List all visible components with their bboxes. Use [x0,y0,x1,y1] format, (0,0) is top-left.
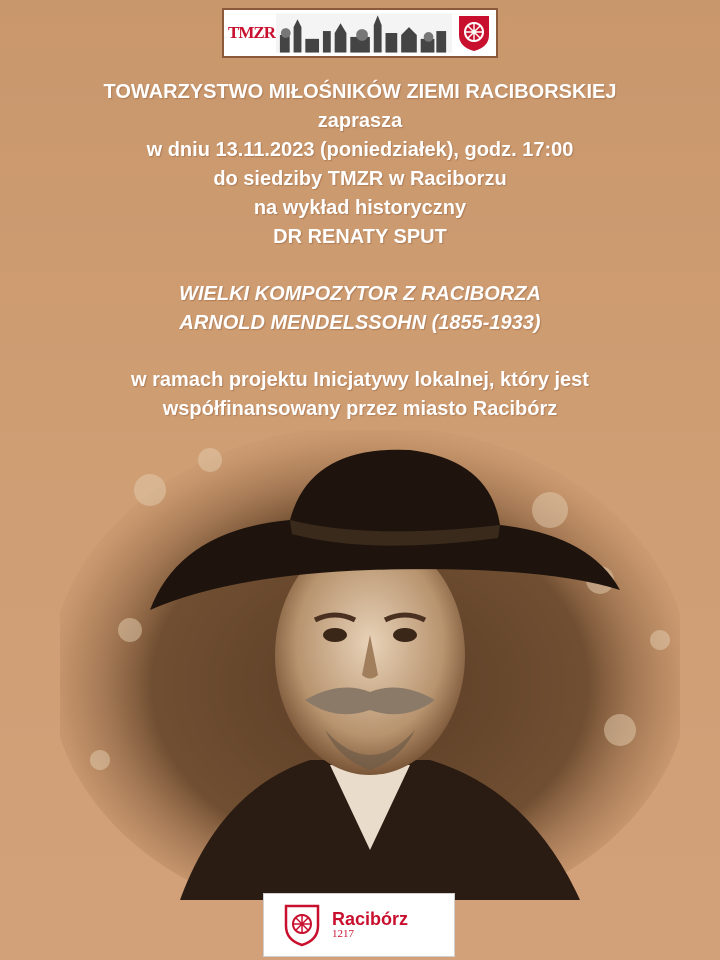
date-line: w dniu 13.11.2023 (poniedziałek), godz. 17:00 [146,139,574,161]
tmzr-logo-text: TMZR [228,23,275,42]
project-line-2: współfinansowany przez miasto Racibórz [162,398,558,420]
project-note [0,366,720,424]
raciborz-crest-icon [456,13,492,53]
raciborz-crest-icon [282,902,322,948]
composer-portrait [60,430,680,900]
raciborz-city-logo [263,893,455,957]
city-name: Racibórz [332,909,409,929]
organization-name: TOWARZYSTWO MIŁOŚNIKÓW ZIEMI RACIBORSKIEJ [103,81,617,103]
title-line-2: ARNOLD MENDELSSOHN (1855-1933) [179,312,541,334]
lecture-title [0,280,720,338]
city-founding-year: 1217 [332,928,354,940]
title-line-1: WIELKI KOMPOZYTOR Z RACIBORZA [179,283,541,305]
invitation-text [0,78,720,252]
invites-line: zaprasza [317,110,403,132]
speaker-line: DR RENATY SPUT [273,226,447,248]
lecture-line: na wykład historyczny [253,197,467,219]
city-skyline-icon [276,13,452,53]
tmzr-banner-logo [222,8,498,58]
project-line-1: w ramach projektu Inicjatywy lokalnej, który jest [131,369,589,391]
venue-line: do siedziby TMZR w Raciborzu [213,168,507,190]
